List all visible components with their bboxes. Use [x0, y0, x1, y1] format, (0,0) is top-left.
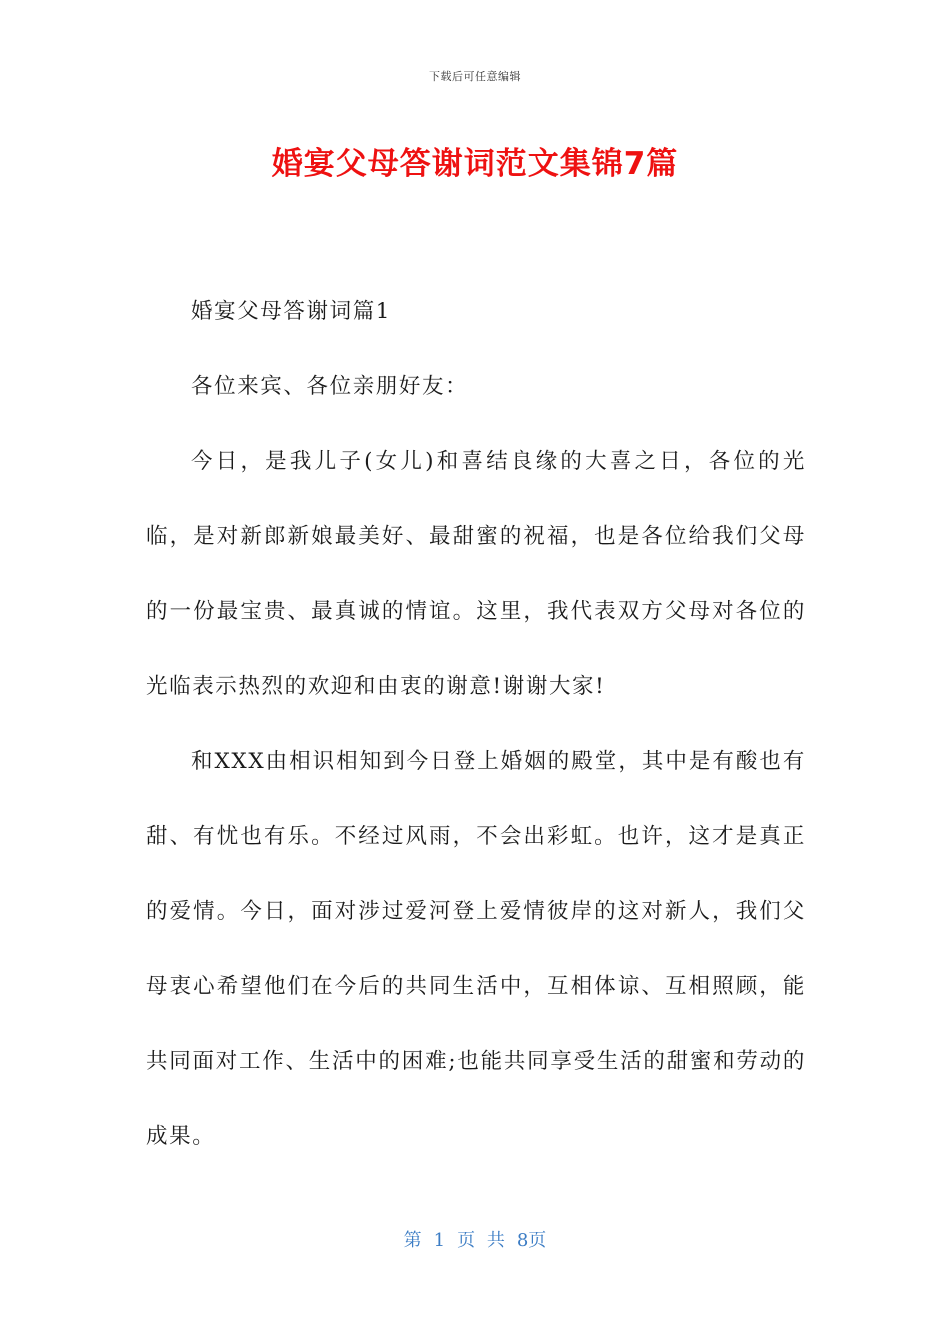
footer-prefix: 第 — [403, 1230, 422, 1251]
footer-mid: 页 共 — [457, 1230, 505, 1251]
section-heading: 婚宴父母答谢词篇1 — [191, 299, 392, 324]
header-note: 下载后可任意编辑 — [429, 70, 521, 83]
footer-total: 8页 — [516, 1230, 547, 1251]
footer-page-number: 1 — [433, 1230, 446, 1251]
document-body — [146, 274, 806, 1174]
body-paragraph: 今日，是我儿子(女儿)和喜结良缘的大喜之日，各位的光临，是对新郎新娘最美好、最甜蜜的祝福，也是各位给我们父母的一份最宝贵、最真诚的情谊。这里，我代表双方父母对各位的光临表示热烈的欢迎和由衷的谢意!谢谢大家! — [146, 449, 806, 699]
salutation: 各位来宾、各位亲朋好友： — [191, 374, 469, 399]
page-footer — [0, 1226, 950, 1252]
document-title: 婚宴父母答谢词范文集锦7篇 — [271, 146, 679, 182]
body-paragraph: 和XXX由相识相知到今日登上婚姻的殿堂，其中是有酸也有甜、有忧也有乐。不经过风雨，不会出彩虹。也许，这才是真正的爱情。今日，面对涉过爱河登上爱情彼岸的这对新人，我们父母衷心希望他们在今后的共同生活中，互相体谅、互相照顾，能共同面对工作、生活中的困难;也能共同享受生活的甜蜜和劳动的成果。 — [146, 749, 806, 1149]
